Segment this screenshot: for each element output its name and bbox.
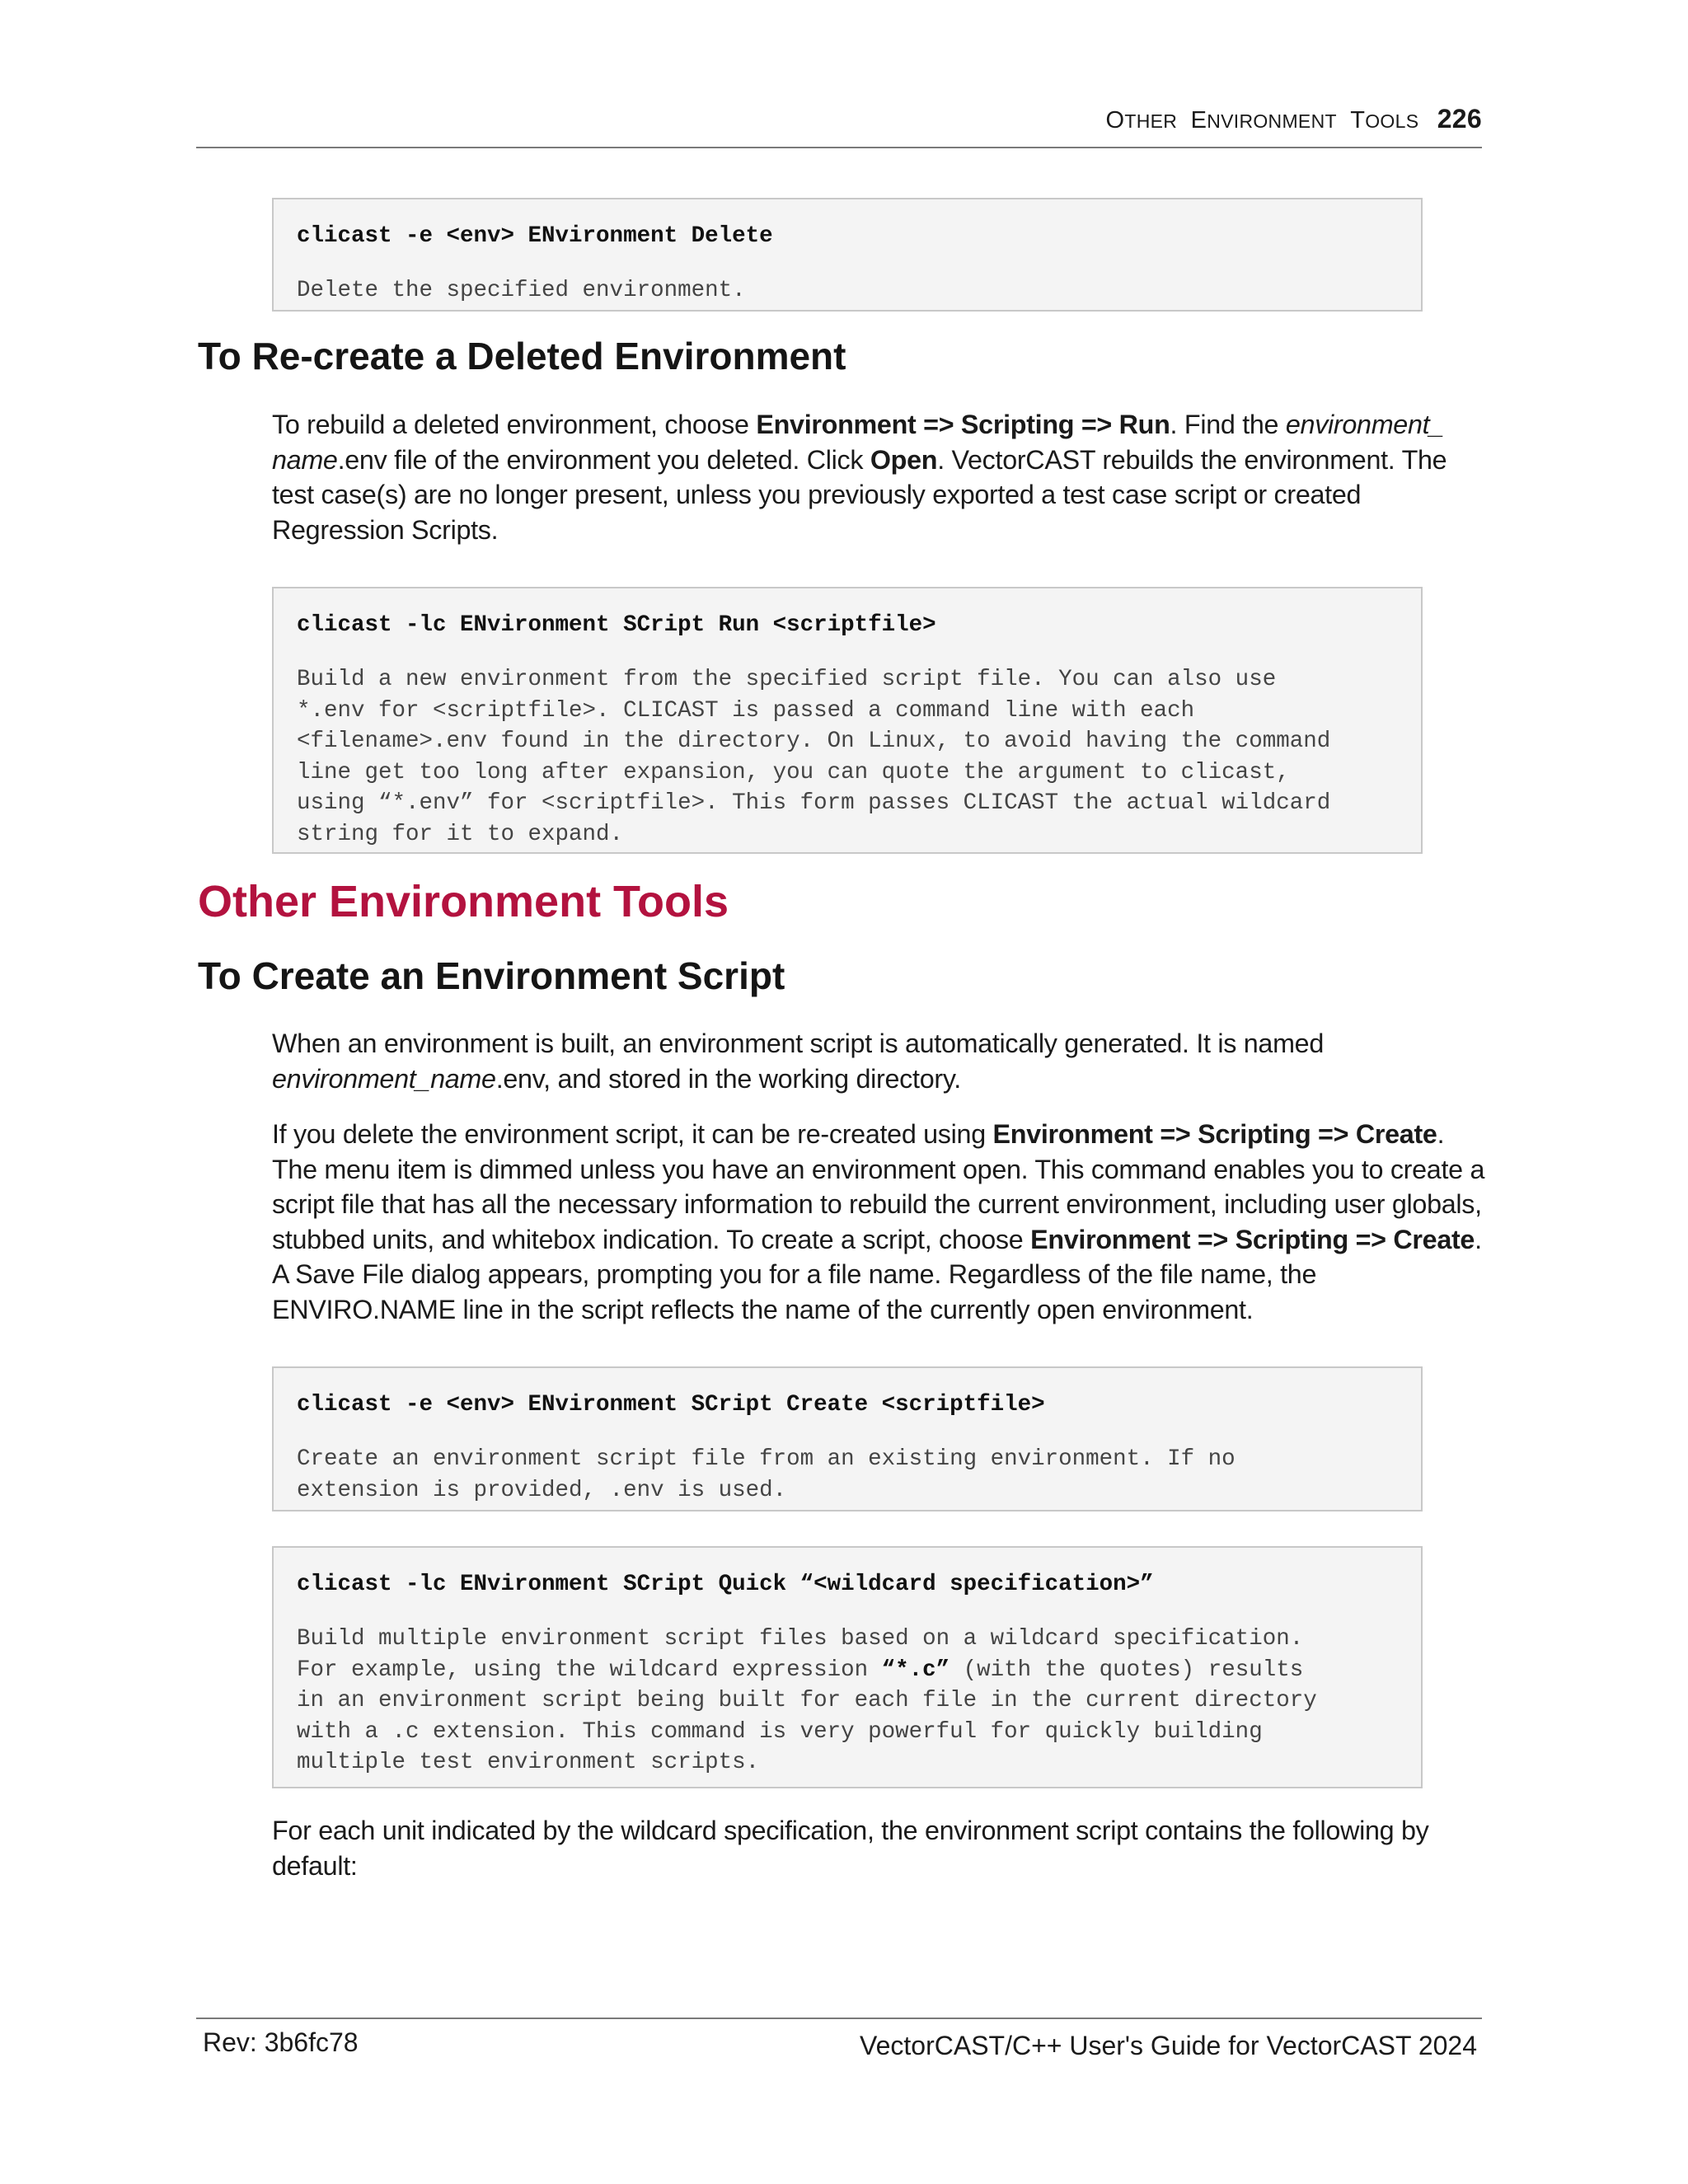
footer-guide-title: VectorCAST/C++ User's Guide for VectorCAST 2024 bbox=[860, 2031, 1477, 2060]
code-command: clicast -e <env> ENvironment SCript Create <scriptfile> bbox=[297, 1392, 1045, 1418]
text: . The menu item is dimmed unless you have an environment open. This command enables you to create a script file that has all the necessary information to rebuild the current environment, including user globals, stubbed units, and whitebox indication. To create a script, choose bbox=[272, 1119, 1485, 1254]
code-command: clicast -lc ENvironment SCript Quick “<wildcard specification>” bbox=[297, 1572, 1154, 1597]
header-title-w3-rest: OOLS bbox=[1365, 110, 1419, 132]
heading-other-environment-tools: Other Environment Tools bbox=[198, 877, 729, 926]
code-box-script-run bbox=[272, 587, 1423, 854]
code-description: Delete the specified environment. bbox=[297, 278, 746, 303]
text: If you delete the environment script, it can be re-created using bbox=[272, 1119, 993, 1149]
code-box-script-quick bbox=[272, 1546, 1423, 1788]
page-header bbox=[196, 104, 1482, 148]
code-box-script-create bbox=[272, 1366, 1423, 1511]
wildcard-example: “*.c” bbox=[881, 1657, 950, 1683]
header-title-w1-rest: THER bbox=[1124, 110, 1178, 132]
text: .env file of the environment you deleted. Click bbox=[337, 444, 870, 475]
text: When an environment is built, an environment script is automatically generated. It is named bbox=[272, 1029, 1324, 1058]
paragraph-recreate-environment bbox=[272, 407, 1492, 547]
menu-path: Environment => Scripting => Create bbox=[1030, 1224, 1475, 1254]
text: .env, and stored in the working directory. bbox=[495, 1063, 961, 1094]
menu-path: Environment => Scripting => Run bbox=[756, 410, 1170, 439]
header-title-w3-initial: T bbox=[1350, 107, 1366, 134]
italic-term: environment_ name bbox=[272, 410, 1444, 475]
text: Build multiple environment script files based on a wildcard specification. For example, using the wildcard expression bbox=[297, 1626, 1304, 1683]
text: . A Save File dialog appears, prompting you for a file name. Regardless of the file name, the ENVIRO.NAME line in the script reflects the name of the currently open environment. bbox=[272, 1224, 1482, 1324]
code-command: clicast -e <env> ENvironment Delete bbox=[297, 223, 773, 249]
italic-term: environment_name bbox=[272, 1063, 496, 1094]
header-title-w1-initial: O bbox=[1105, 107, 1125, 134]
code-command: clicast -lc ENvironment SCript Run <scriptfile> bbox=[297, 612, 936, 638]
paragraph-wildcard-defaults: For each unit indicated by the wildcard specification, the environment script contains the following by default: bbox=[272, 1816, 1429, 1881]
text: (with the quotes) results in an environment script being built for each file in the current directory with a .c extension. This command is very powerful for quickly building multiple test environment scripts. bbox=[297, 1657, 1317, 1775]
footer-revision: Rev: 3b6fc78 bbox=[203, 2027, 359, 2057]
code-description bbox=[297, 1624, 1398, 1779]
heading-recreate-environment: To Re-create a Deleted Environment bbox=[198, 335, 846, 377]
heading-create-environment-script: To Create an Environment Script bbox=[198, 954, 785, 997]
text: . Find the bbox=[1170, 410, 1286, 439]
page-number: 226 bbox=[1437, 104, 1482, 134]
code-description: Create an environment script file from an existing environment. If no extension is provided, .env is used. bbox=[297, 1446, 1236, 1503]
text: . VectorCAST rebuilds the environment. The test case(s) are no longer present, unless you previously exported a test case script or created Regression Scripts. bbox=[272, 444, 1447, 545]
header-title-w2-rest: NVIRONMENT bbox=[1207, 110, 1337, 132]
footer-divider bbox=[196, 2018, 1482, 2019]
code-box-environment-delete bbox=[272, 198, 1423, 312]
code-description: Build a new environment from the specified script file. You can also use *.env for <scriptfile>. CLICAST is passed a command line with each <filename>.env found in the directory. On Linux, to avoid having the command line get too long after expansion, you can quote the argument to clicast, using “*.env” for <scriptfile>. This form passes CLICAST the actual wildcard string for it to expand. bbox=[297, 667, 1331, 847]
paragraph-recreate-script bbox=[272, 1117, 1492, 1327]
text: To rebuild a deleted environment, choose bbox=[272, 410, 757, 439]
paragraph-script-generated bbox=[272, 1026, 1492, 1096]
header-title-w2-initial: E bbox=[1190, 107, 1207, 134]
menu-path: Environment => Scripting => Create bbox=[992, 1119, 1437, 1149]
open-label: Open bbox=[870, 444, 938, 475]
